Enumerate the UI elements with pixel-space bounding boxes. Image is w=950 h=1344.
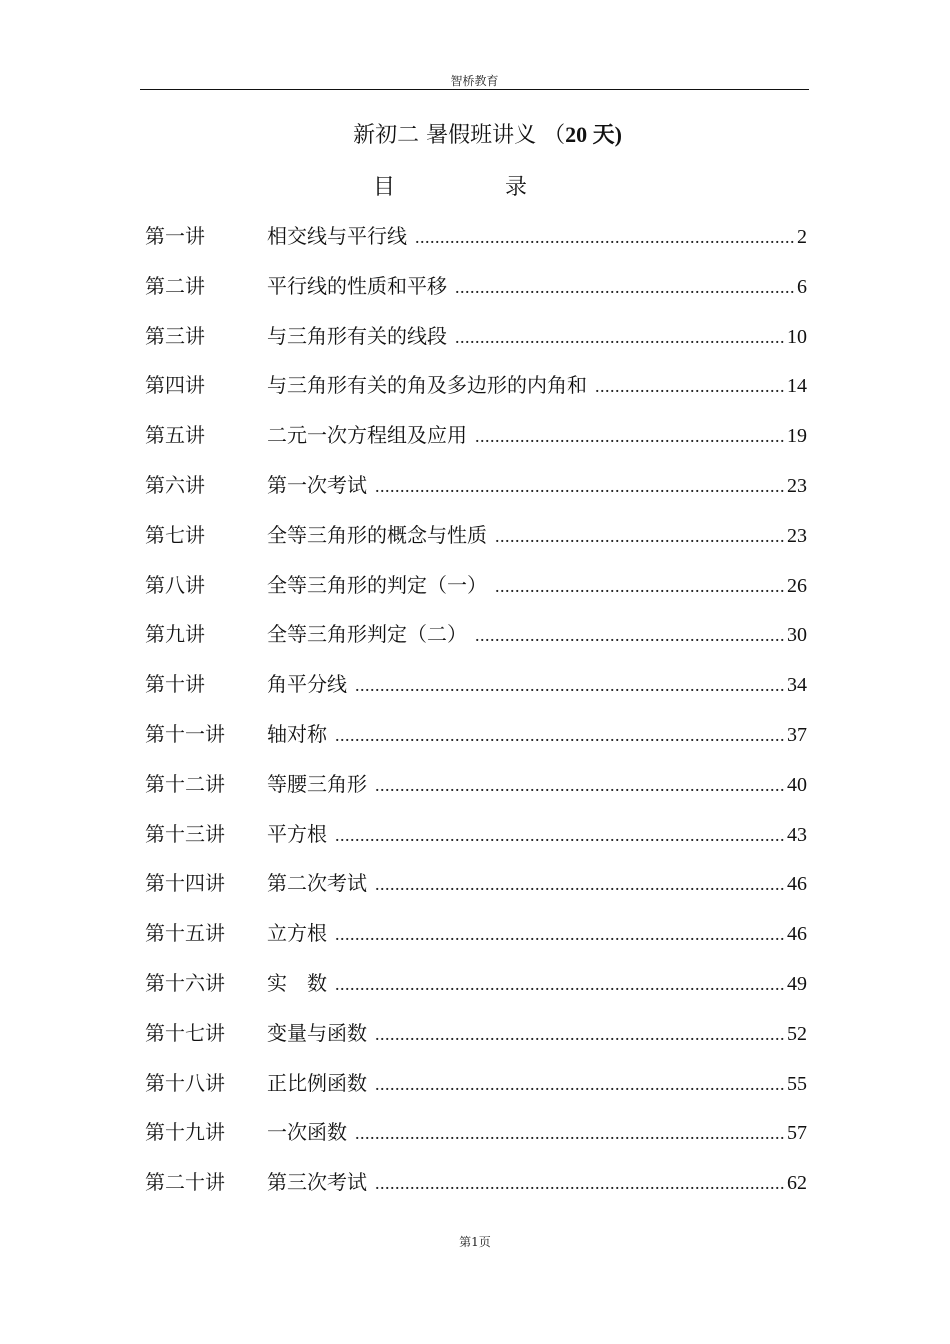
toc-entry-page: 2	[797, 226, 807, 248]
toc-entry-number: 第一讲	[145, 224, 205, 248]
toc-entry[interactable]	[145, 666, 807, 716]
toc-entry-number: 第六讲	[145, 472, 205, 497]
toc-entry-number: 第十五讲	[145, 921, 225, 946]
toc-leader-dots	[375, 1165, 785, 1201]
toc-entry-title: 角平分线	[267, 672, 347, 697]
toc-leader-dots	[455, 319, 785, 355]
toc-entry[interactable]	[145, 417, 807, 467]
page-footer: 第1页	[459, 1235, 491, 1249]
toc-leader-dots	[375, 866, 785, 902]
toc-entry-page: 10	[787, 325, 807, 348]
header-divider	[140, 89, 809, 90]
toc-leader-dots	[375, 1066, 785, 1102]
toc-entry-page: 6	[797, 275, 807, 298]
toc-entry-title: 相交线与平行线	[267, 224, 407, 248]
toc-entry-number: 第八讲	[145, 572, 205, 597]
toc-entry[interactable]	[145, 567, 807, 617]
toc-entry-number: 第二讲	[145, 273, 205, 298]
toc-entry-page: 23	[787, 524, 807, 547]
toc-leader-dots	[475, 617, 785, 653]
toc-leader-dots	[455, 269, 795, 305]
toc-entry[interactable]	[145, 1164, 807, 1214]
toc-entry-page: 49	[787, 972, 807, 995]
title-days-suffix: 天)	[587, 122, 622, 147]
toc-leader-dots	[335, 966, 785, 1002]
toc-entry-page: 14	[787, 375, 807, 398]
toc-entry-page: 52	[787, 1022, 807, 1045]
toc-entry-title: 一次函数	[267, 1120, 347, 1145]
toc-entry-title: 全等三角形的判定（一）	[267, 572, 487, 597]
toc-entry[interactable]	[145, 517, 807, 567]
toc-entry-title: 实 数	[267, 970, 327, 995]
toc-entry-number: 第十九讲	[145, 1120, 225, 1145]
title-days-number: 20	[565, 122, 588, 147]
toc-entry-number: 第十八讲	[145, 1070, 225, 1095]
toc-entry-title: 等腰三角形	[267, 771, 367, 796]
toc-leader-dots	[495, 568, 785, 604]
toc-entry-title: 全等三角形判定（二）	[267, 622, 467, 647]
toc-entry-title: 二元一次方程组及应用	[267, 423, 467, 448]
toc-entry-number: 第三讲	[145, 323, 205, 348]
toc-leader-dots	[355, 667, 785, 703]
toc-entry[interactable]	[145, 318, 807, 368]
toc-entry-number: 第十讲	[145, 672, 205, 697]
toc-entry[interactable]	[145, 816, 807, 866]
toc-entry-page: 37	[787, 723, 807, 746]
toc-entry[interactable]	[145, 1065, 807, 1115]
toc-entry-title: 变量与函数	[267, 1020, 367, 1045]
toc-entry-title: 第二次考试	[267, 871, 367, 896]
toc-entry-page: 46	[787, 923, 807, 946]
toc-leader-dots	[335, 916, 785, 952]
toc-leader-dots	[495, 518, 785, 554]
toc-leader-dots	[355, 1115, 785, 1151]
toc-entry-title: 平行线的性质和平移	[267, 273, 447, 298]
toc-heading-left: 目	[373, 175, 396, 200]
toc-entry-title: 第一次考试	[267, 472, 367, 497]
toc-leader-dots	[415, 219, 795, 255]
toc-entry-number: 第十一讲	[145, 721, 225, 746]
toc-entry-page: 26	[787, 574, 807, 597]
toc-entry-number: 第十七讲	[145, 1020, 225, 1045]
toc-leader-dots	[335, 717, 785, 753]
toc-entry[interactable]	[145, 367, 807, 417]
toc-entry[interactable]	[145, 616, 807, 666]
toc-leader-dots	[375, 1016, 785, 1052]
toc-leader-dots	[595, 368, 785, 404]
toc-entry-number: 第十四讲	[145, 871, 225, 896]
toc-entry-page: 55	[787, 1072, 807, 1095]
toc-entry-number: 第二十讲	[145, 1170, 225, 1195]
toc-leader-dots	[335, 817, 785, 853]
toc-entry-number: 第十六讲	[145, 970, 225, 995]
toc-heading-right: 录	[505, 175, 528, 200]
toc-entry-page: 43	[787, 823, 807, 846]
toc-entry[interactable]	[145, 865, 807, 915]
toc-entry-title: 全等三角形的概念与性质	[267, 522, 487, 547]
toc-leader-dots	[375, 767, 785, 803]
toc-entry-page: 34	[787, 674, 807, 697]
toc-entry-number: 第四讲	[145, 373, 205, 398]
toc-entry[interactable]	[145, 716, 807, 766]
toc-entry-number: 第十二讲	[145, 771, 225, 796]
toc-entry-title: 第三次考试	[267, 1170, 367, 1195]
table-of-contents	[145, 218, 807, 1214]
toc-entry-page: 23	[787, 474, 807, 497]
toc-entry[interactable]	[145, 1114, 807, 1164]
toc-entry-title: 平方根	[267, 821, 327, 846]
toc-entry-title: 立方根	[267, 921, 327, 946]
document-title	[0, 118, 950, 149]
toc-entry[interactable]	[145, 915, 807, 965]
title-main: 新初二 暑假班讲义 （	[353, 123, 566, 148]
toc-entry[interactable]	[145, 1015, 807, 1065]
toc-entry-number: 第五讲	[145, 423, 205, 448]
toc-entry[interactable]	[145, 965, 807, 1015]
toc-entry-page: 19	[787, 425, 807, 448]
toc-entry-title: 轴对称	[267, 721, 327, 746]
toc-entry-number: 第九讲	[145, 622, 205, 647]
toc-entry-title: 与三角形有关的线段	[267, 323, 447, 348]
toc-entry-title: 正比例函数	[267, 1070, 367, 1095]
toc-entry[interactable]	[145, 766, 807, 816]
toc-entry-page: 40	[787, 773, 807, 796]
toc-entry-number: 第七讲	[145, 522, 205, 547]
toc-entry-title: 与三角形有关的角及多边形的内角和	[267, 373, 587, 398]
toc-entry[interactable]	[145, 467, 807, 517]
toc-entry-page: 30	[787, 624, 807, 647]
toc-entry-page: 62	[787, 1172, 807, 1195]
toc-entry-page: 57	[787, 1122, 807, 1145]
toc-entry[interactable]	[145, 268, 807, 318]
toc-entry-number: 第十三讲	[145, 821, 225, 846]
page-header: 智桥教育	[450, 74, 499, 88]
toc-leader-dots	[375, 468, 785, 504]
toc-leader-dots	[475, 418, 785, 454]
title-days	[565, 122, 622, 147]
toc-entry[interactable]	[145, 218, 807, 268]
toc-entry-page: 46	[787, 873, 807, 896]
